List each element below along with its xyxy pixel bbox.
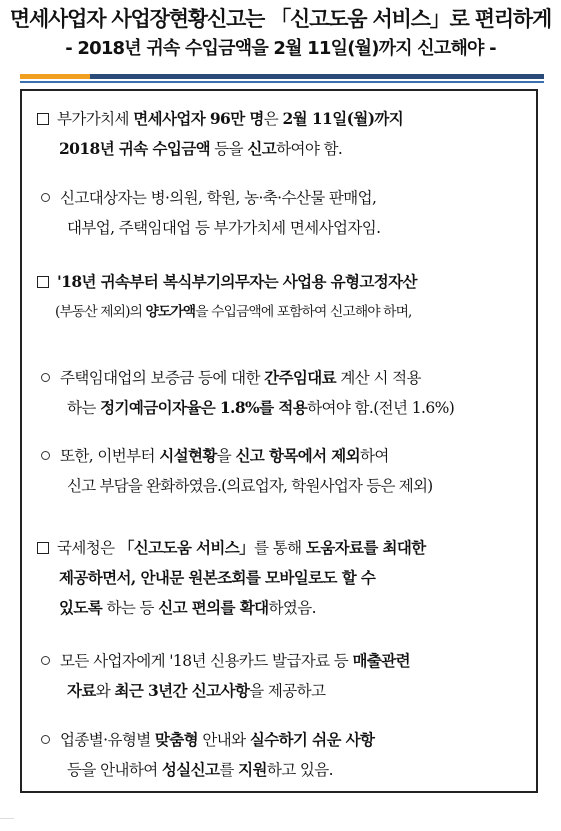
section-3 — [37, 533, 533, 623]
section-1-sub-a-line-1 — [41, 183, 537, 213]
text: 국세청은 — [57, 539, 119, 557]
section-2-sub-a-line-2 — [41, 393, 537, 423]
text-bold: 정기예금이자율은 1.8%를 적용 — [100, 398, 308, 417]
text: 업종별·유형별 — [60, 731, 155, 749]
circle-bullet-icon — [41, 451, 50, 460]
section-1-line-2 — [37, 134, 533, 164]
section-1-line-1 — [37, 104, 533, 134]
text-bold: 신고 — [247, 139, 277, 158]
text-bold: 신고 편의를 확대 — [158, 598, 269, 617]
text-bold: 지원 — [238, 760, 267, 779]
header-rule — [20, 74, 544, 79]
text-bold: 간주임대료 — [264, 368, 337, 387]
text: 은 — [263, 110, 283, 128]
section-2-line-1 — [37, 267, 533, 297]
section-1 — [37, 104, 533, 164]
text-bold: 있도록 — [59, 598, 103, 617]
text: 하는 등 — [102, 599, 159, 617]
text-bold: 양도가액 — [145, 304, 196, 320]
section-2 — [37, 267, 533, 327]
text: 하여야 함.(전년 1.6%) — [307, 399, 455, 417]
square-bullet-icon — [37, 113, 49, 125]
circle-bullet-icon — [41, 373, 50, 382]
text: 신고대상자는 병·의원, 학원, 농·축·수산물 판매업, — [60, 189, 377, 207]
text: 모든 사업자에게 '18년 신용카드 발급자료 등 — [60, 652, 353, 670]
text: 을 수입금액에 포함하여 신고해야 하며, — [195, 304, 412, 320]
text: 하였음. — [268, 599, 316, 617]
text: 하는 — [67, 399, 101, 417]
header-rule-accent — [20, 74, 90, 79]
text: 을 제공하고 — [249, 682, 326, 700]
text-bold: 최근 3년간 신고사항 — [114, 681, 250, 700]
section-2-sub-a-line-1 — [41, 363, 537, 393]
text: 주택임대업의 보증금 등에 대한 — [60, 369, 265, 387]
section-3-sub-a-line-1 — [41, 646, 537, 676]
circle-bullet-icon — [41, 193, 50, 202]
text: 을 — [216, 447, 236, 465]
section-1-sub-a — [41, 183, 537, 243]
text-bold: 2월 11일(월)까지 — [282, 109, 404, 128]
header-rule-thin — [20, 81, 544, 83]
page-subtitle: - 2018년 귀속 수입금액을 2월 11일(월)까지 신고해야 - — [65, 38, 496, 59]
text-bold: 맞춤형 — [154, 730, 199, 749]
text: 등을 — [209, 140, 248, 158]
section-1-sub-a-line-2: 대부업, 주택임대업 등 부가가치세 면세사업자임. — [67, 219, 381, 237]
text-bold: 신고 항목에서 제외 — [235, 446, 361, 465]
text: 부가가치세 — [57, 110, 134, 128]
section-2-sub-a — [41, 363, 537, 423]
text: 또한, 이번부터 — [60, 447, 160, 465]
text: 하여야 함. — [276, 140, 343, 158]
text: 등을 안내하여 — [67, 761, 162, 779]
text: 계산 시 적용 — [336, 369, 421, 387]
text: (부동산 제외)의 — [55, 304, 146, 320]
text: 를 — [219, 761, 239, 779]
text: 와 — [95, 682, 115, 700]
text: 안내와 — [198, 731, 250, 749]
text-bold: 2018년 귀속 수입금액 — [59, 139, 210, 158]
page-title: 면세사업자 사업장현황신고는 「신고도움 서비스」로 편리하게 — [9, 7, 552, 31]
text-bold: 도움자료를 최대한 — [305, 538, 426, 557]
text-bold: '18년 귀속부터 복식부기의무자는 사업용 유형고정자산 — [57, 272, 417, 291]
text-bold: 실수하기 쉬운 사항 — [249, 730, 375, 749]
section-2-sub-b-line-2: 신고 부담을 완화하였음.(의료업자, 학원사업자 등은 제외) — [67, 477, 433, 495]
text-bold: 면세사업자 96만 명 — [133, 109, 264, 128]
section-3-sub-b-line-1 — [41, 725, 537, 755]
section-2-line-2 — [37, 297, 533, 327]
text: 하여 — [360, 447, 389, 465]
section-3-sub-b — [41, 725, 537, 785]
section-3-sub-a — [41, 646, 537, 706]
circle-bullet-icon — [41, 656, 50, 665]
section-3-line-1 — [37, 533, 533, 563]
square-bullet-icon — [37, 276, 49, 288]
section-2-sub-b — [41, 441, 537, 501]
text-bold: 「신고도움 서비스」 — [118, 538, 255, 557]
section-2-sub-b-line-1 — [41, 441, 537, 471]
text-bold: 매출관련 — [352, 651, 410, 670]
text-bold: 성실신고 — [161, 760, 220, 779]
text: 하고 있음. — [266, 761, 334, 779]
section-3-sub-b-line-2 — [41, 755, 537, 785]
footer-rule — [0, 818, 14, 819]
text-bold: 자료 — [67, 681, 96, 700]
text-bold: 시설현황 — [159, 446, 217, 465]
circle-bullet-icon — [41, 735, 50, 744]
text: 를 통해 — [254, 539, 306, 557]
section-3-line-2: 제공하면서, 안내문 원본조회를 모바일로도 할 수 — [59, 568, 376, 587]
square-bullet-icon — [37, 542, 49, 554]
page-footer-area — [0, 798, 561, 831]
section-3-line-3 — [37, 593, 533, 623]
section-3-sub-a-line-2 — [41, 676, 537, 706]
